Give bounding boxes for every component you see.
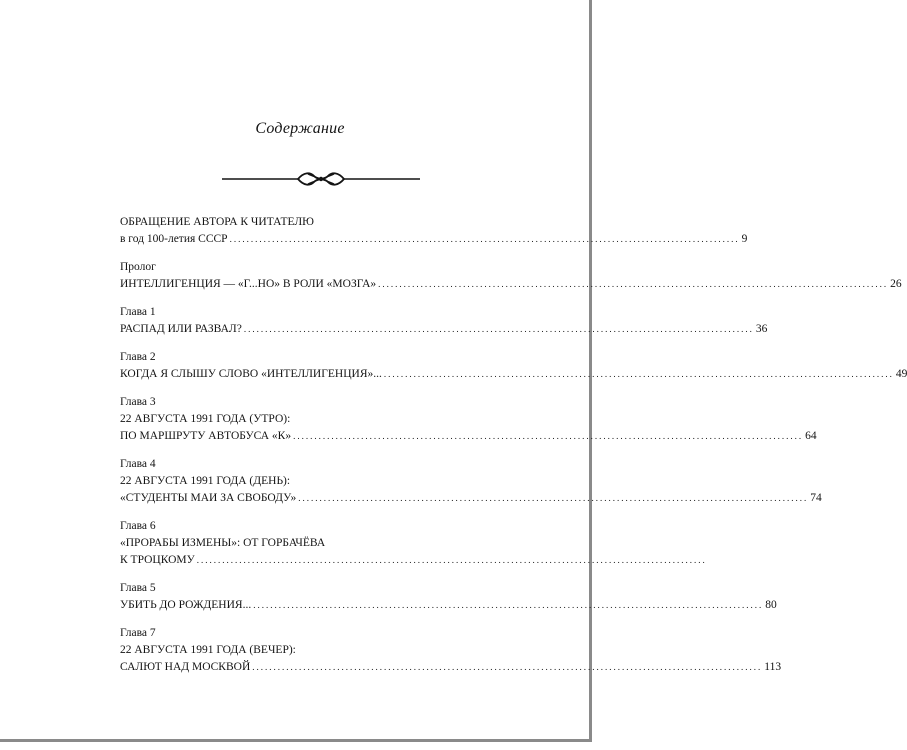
page-number: 64: [805, 430, 817, 442]
dot-leader: ........................................................................................................................: [378, 279, 889, 289]
table-of-contents: [120, 214, 907, 687]
chapter-title-line: [120, 231, 748, 248]
chapter-label: Глава 4: [120, 458, 156, 470]
page-number: 36: [755, 323, 768, 335]
chapter-title-text: 22 АВГУСТА 1991 ГОДА (УТРО):: [120, 413, 291, 425]
chapter-title-text: 22 АВГУСТА 1991 ГОДА (ДЕНЬ):: [120, 475, 291, 487]
chapter-title-line: [120, 411, 503, 428]
dot-leader: ........................................................................................................................: [383, 369, 894, 379]
page-number: 49: [895, 368, 907, 380]
chapter-title-line: [120, 214, 503, 231]
toc-entry[interactable]: [120, 518, 707, 569]
toc-entry[interactable]: [120, 580, 777, 614]
chapter-label: Глава 1: [120, 306, 156, 318]
page-number: 26: [890, 278, 902, 290]
chapter-title-text: «ПРОРАБЫ ИЗМЕНЫ»: ОТ ГОРБАЧЁВА: [120, 537, 326, 549]
dot-leader: ........................................................................................................................: [293, 431, 804, 441]
chapter-label: Глава 7: [120, 627, 156, 639]
chapter-title-line: [120, 276, 902, 293]
toc-entry[interactable]: [120, 349, 907, 383]
chapter-title-line: [120, 490, 822, 507]
dot-leader: ........................................................................................................................: [196, 555, 707, 565]
chapter-title-line: [120, 659, 782, 676]
toc-entry[interactable]: [120, 259, 902, 293]
chapter-title-line: [120, 473, 503, 490]
dot-leader: ........................................................................................................................: [298, 493, 809, 503]
chapter-title-text: К ТРОЦКОМУ: [120, 554, 195, 566]
chapter-title-text: 22 АВГУСТА 1991 ГОДА (ВЕЧЕР):: [120, 644, 296, 656]
toc-entry[interactable]: [120, 456, 822, 507]
page-number: 113: [764, 661, 782, 673]
toc-entry[interactable]: [120, 214, 748, 248]
chapter-title-text: ПО МАРШРУТУ АВТОБУСА «К»: [120, 430, 292, 442]
chapter-label: Пролог: [120, 261, 156, 273]
chapter-title-text: в год 100-летия СССР: [120, 233, 228, 245]
decorative-divider-ornament: [222, 168, 420, 190]
dot-leader: ........................................................................................................................: [243, 324, 754, 334]
page-number: 80: [765, 599, 777, 611]
chapter-title-text: УБИТЬ ДО РОЖДЕНИЯ...: [120, 599, 252, 611]
chapter-title-line: [120, 597, 777, 614]
chapter-label: Глава 5: [120, 582, 156, 594]
page-number: 9: [741, 233, 748, 245]
chapter-label: Глава 2: [120, 351, 156, 363]
chapter-title-text: ОБРАЩЕНИЕ АВТОРА К ЧИТАТЕЛЮ: [120, 216, 314, 228]
chapter-label: Глава 3: [120, 396, 156, 408]
chapter-label: Глава 6: [120, 520, 156, 532]
page-number: 74: [810, 492, 822, 504]
chapter-title-line: [120, 366, 907, 383]
chapter-title-text: ИНТЕЛЛИГЕНЦИЯ — «Г...НО» В РОЛИ «МОЗГА»: [120, 278, 377, 290]
toc-entry[interactable]: [120, 625, 782, 676]
chapter-title-text: РАСПАД ИЛИ РАЗВАЛ?: [120, 323, 242, 335]
chapter-title-text: «СТУДЕНТЫ МАИ ЗА СВОБОДУ»: [120, 492, 297, 504]
chapter-title-line: [120, 552, 707, 569]
dot-leader: ........................................................................................................................: [253, 600, 764, 610]
chapter-title-line: [120, 321, 768, 338]
toc-entry[interactable]: [120, 394, 817, 445]
chapter-title-line: [120, 535, 503, 552]
chapter-title-line: [120, 428, 817, 445]
chapter-title-text: САЛЮТ НАД МОСКВОЙ: [120, 661, 251, 673]
toc-entry[interactable]: [120, 304, 768, 338]
dot-leader: ........................................................................................................................: [252, 662, 763, 672]
page-title: Содержание: [255, 120, 345, 137]
chapter-title-line: [120, 642, 503, 659]
chapter-title-text: КОГДА Я СЛЫШУ СЛОВО «ИНТЕЛЛИГЕНЦИЯ»...: [120, 368, 382, 380]
dot-leader: ........................................................................................................................: [229, 234, 740, 244]
